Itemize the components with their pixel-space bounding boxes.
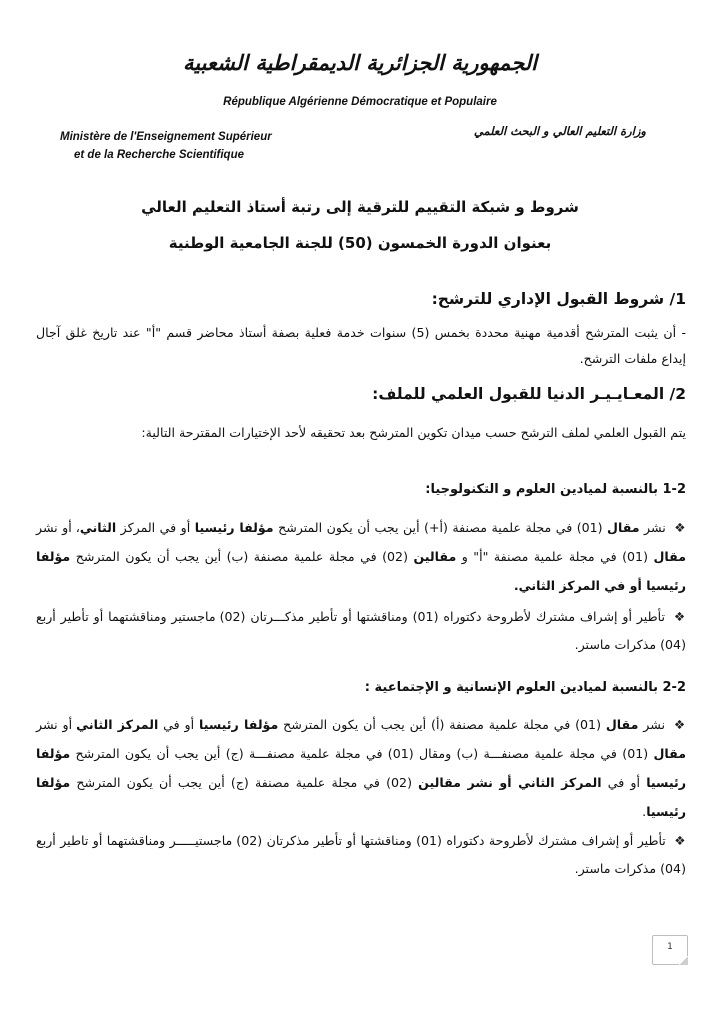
item-text: تأطير أو إشراف مشترك لأطروحة دكتوراه (01) ومناقشتها أو تأطير مذكرتان (02) ماجستيـــــر ومناقشتهما أو تاطير أربع (04) مذكرات ماستر. <box>36 833 686 876</box>
subsection-2-2-item2 <box>36 827 686 883</box>
diamond-bullet-icon: ❖ <box>673 717 686 732</box>
ministry-fr-line2: et de la Recherche Scientifique <box>74 149 245 161</box>
republic-name-arabic: الجمهورية الجزائرية الديمقراطية الشعبية <box>182 50 537 75</box>
page-number: 1 <box>652 935 688 965</box>
ministry-fr-line1: Ministère de l'Enseignement Supérieur <box>60 131 272 143</box>
subsection-2-2-item1 <box>36 710 686 826</box>
section2-intro: يتم القبول العلمي لملف الترشح حسب ميدان تكوين المترشح بعد تحقيقه لأحد الإختيارات المقترحة التالية: <box>141 425 686 440</box>
document-title-line2: بعنوان الدورة الخمسون (50) للجنة الجامعية الوطنية <box>168 234 552 252</box>
document-title-line1: شروط و شبكة التقييم للترقية إلى رتبة أستاذ التعليم العالي <box>141 198 579 216</box>
subsection-2-1-item2 <box>36 603 686 659</box>
diamond-bullet-icon: ❖ <box>674 833 687 848</box>
ministry-name-arabic: وزارة التعليم العالي و البحث العلمي <box>473 124 646 138</box>
item-text: نشر مقال (01) في مجلة علمية مصنفة (أ) أين يجب أن يكون المترشح مؤلفا رئيسيا أو في المركز الثاني أو نشر مقال (01) في مجلة علمية مصنفـــة (ب) ومقال (01) في مجلة علمية مصنفـــة (ج) أين يجب أن يكون المترشح مؤلفا رئيسيا أو في المركز الثاني أو نشر مقالين (02) في مجلة علمية مصنفة (ج) أين يجب أن يكون المترشح مؤلفا رئيسيا. <box>36 717 686 819</box>
diamond-bullet-icon: ❖ <box>673 609 686 624</box>
section1-body: - أن يثبت المترشح أقدمية مهنية محددة بخمس (5) سنوات خدمة فعلية بصفة أستاذ محاضر قسم "أ" عند تاريخ غلق آجال إيداع ملفات الترشح. <box>36 325 686 366</box>
republic-name-french: République Algérienne Démocratique et Populaire <box>223 96 497 108</box>
ministry-name-french <box>60 128 300 164</box>
diamond-bullet-icon: ❖ <box>674 520 686 535</box>
section2-heading: 2/ المعـايـيـر الدنيا للقبول العلمي للملف: <box>372 385 686 403</box>
section1-heading: 1/ شروط القبول الإداري للترشح: <box>431 290 686 308</box>
item-text: تأطير أو إشراف مشترك لأطروحة دكتوراه (01) ومناقشتها أو تأطير مذكـــرتان (02) ماجستير ومناقشتهما أو تأطير أربع (04) مذكرات ماستر. <box>36 609 686 652</box>
subsection-2-1-heading: 1-2 بالنسبة لميادين العلوم و التكنولوجيا: <box>425 482 686 497</box>
item-text: نشر مقال (01) في مجلة علمية مصنفة (أ+) أين يجب أن يكون المترشح مؤلفا رئيسيا أو في المركز الثاني، أو نشر مقال (01) في مجلة علمية مصنفة "أ" و مقالين (02) في مجلة علمية مصنفة (ب) أين يجب أن يكون المترشح مؤلفا رئيسيا أو في المركز الثاني. <box>36 520 686 593</box>
subsection-2-1-item1 <box>36 513 686 600</box>
subsection-2-2-heading: 2-2 بالنسبة لميادين العلوم الإنسانية و الإجتماعية : <box>364 680 686 695</box>
